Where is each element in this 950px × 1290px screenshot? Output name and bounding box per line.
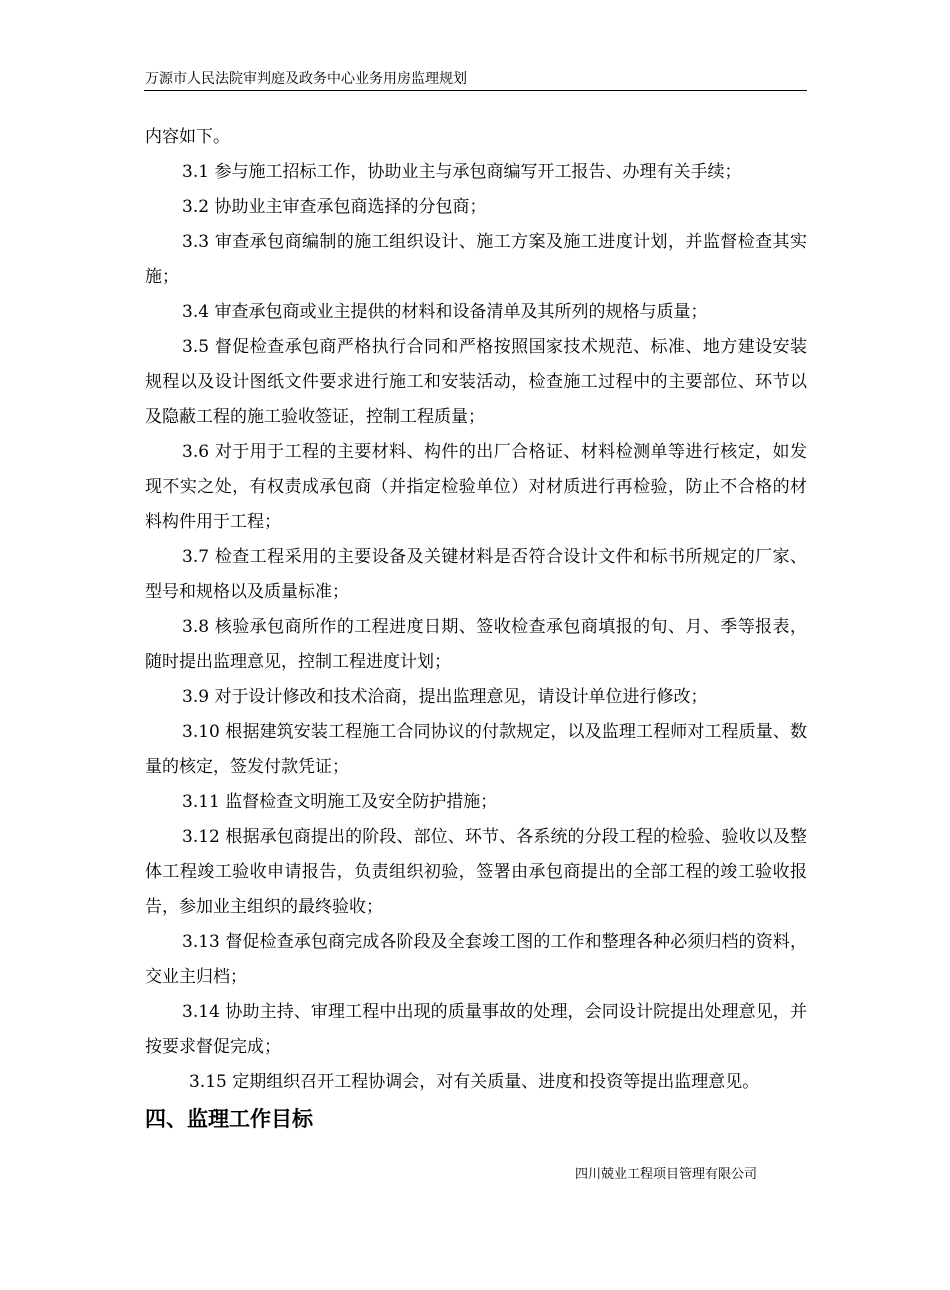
paragraph-3-14: 3.14 协助主持、审理工程中出现的质量事故的处理，会同设计院提出处理意见，并按要求督促完成； [145,1002,807,1057]
paragraph-3-11: 3.11 监督检查文明施工及安全防护措施； [182,792,498,812]
paragraph-3-1: 3.1 参与施工招标工作，协助业主与承包商编写开工报告、办理有关手续； [182,162,742,182]
paragraph-3-2: 3.2 协助业主审查承包商选择的分包商； [182,197,487,217]
paragraph-3-9: 3.9 对于设计修改和技术洽商，提出监理意见，请设计单位进行修改； [182,687,708,707]
paragraph-3-15: 3.15 定期组织召开工程协调会，对有关质量、进度和投资等提出监理意见。 [189,1072,760,1092]
paragraph-3-10: 3.10 根据建筑安装工程施工合同协议的付款规定，以及监理工程师对工程质量、数量的核定，签发付款凭证； [145,722,807,777]
footer-company-name: 四川兢业工程项目管理有限公司 [575,1167,758,1182]
document-body [145,120,807,1138]
paragraph-3-3: 3.3 审查承包商编制的施工组织设计、施工方案及施工进度计划，并监督检查其实施； [145,232,807,287]
section-heading: 四、监理工作目标 [145,1107,313,1131]
paragraph-intro: 内容如下。 [145,127,230,147]
paragraph-3-4: 3.4 审查承包商或业主提供的材料和设备清单及其所列的规格与质量； [182,302,708,322]
paragraph-3-5: 3.5 督促检查承包商严格执行合同和严格按照国家技术规范、标准、地方建设安装规程以及设计图纸文件要求进行施工和安装活动，检查施工过程中的主要部位、环节以及隐蔽工程的施工验收签证，控制工程质量； [145,337,807,427]
page-header-title: 万源市人民法院审判庭及政务中心业务用房监理规划 [145,71,467,87]
paragraph-3-7: 3.7 检查工程采用的主要设备及关键材料是否符合设计文件和标书所规定的厂家、型号和规格以及质量标准； [145,547,807,602]
paragraph-3-8: 3.8 核验承包商所作的工程进度日期、签收检查承包商填报的旬、月、季等报表，随时提出监理意见，控制工程进度计划； [145,617,807,672]
paragraph-3-12: 3.12 根据承包商提出的阶段、部位、环节、各系统的分段工程的检验、验收以及整体工程竣工验收申请报告，负责组织初验，签署由承包商提出的全部工程的竣工验收报告，参加业主组织的最终验收； [145,827,807,917]
header-divider [144,90,807,91]
paragraph-3-6: 3.6 对于用于工程的主要材料、构件的出厂合格证、材料检测单等进行核定，如发现不实之处，有权责成承包商（并指定检验单位）对材质进行再检验，防止不合格的材料构件用于工程； [145,442,807,532]
paragraph-3-13: 3.13 督促检查承包商完成各阶段及全套竣工图的工作和整理各种必须归档的资料，交业主归档； [145,932,807,987]
